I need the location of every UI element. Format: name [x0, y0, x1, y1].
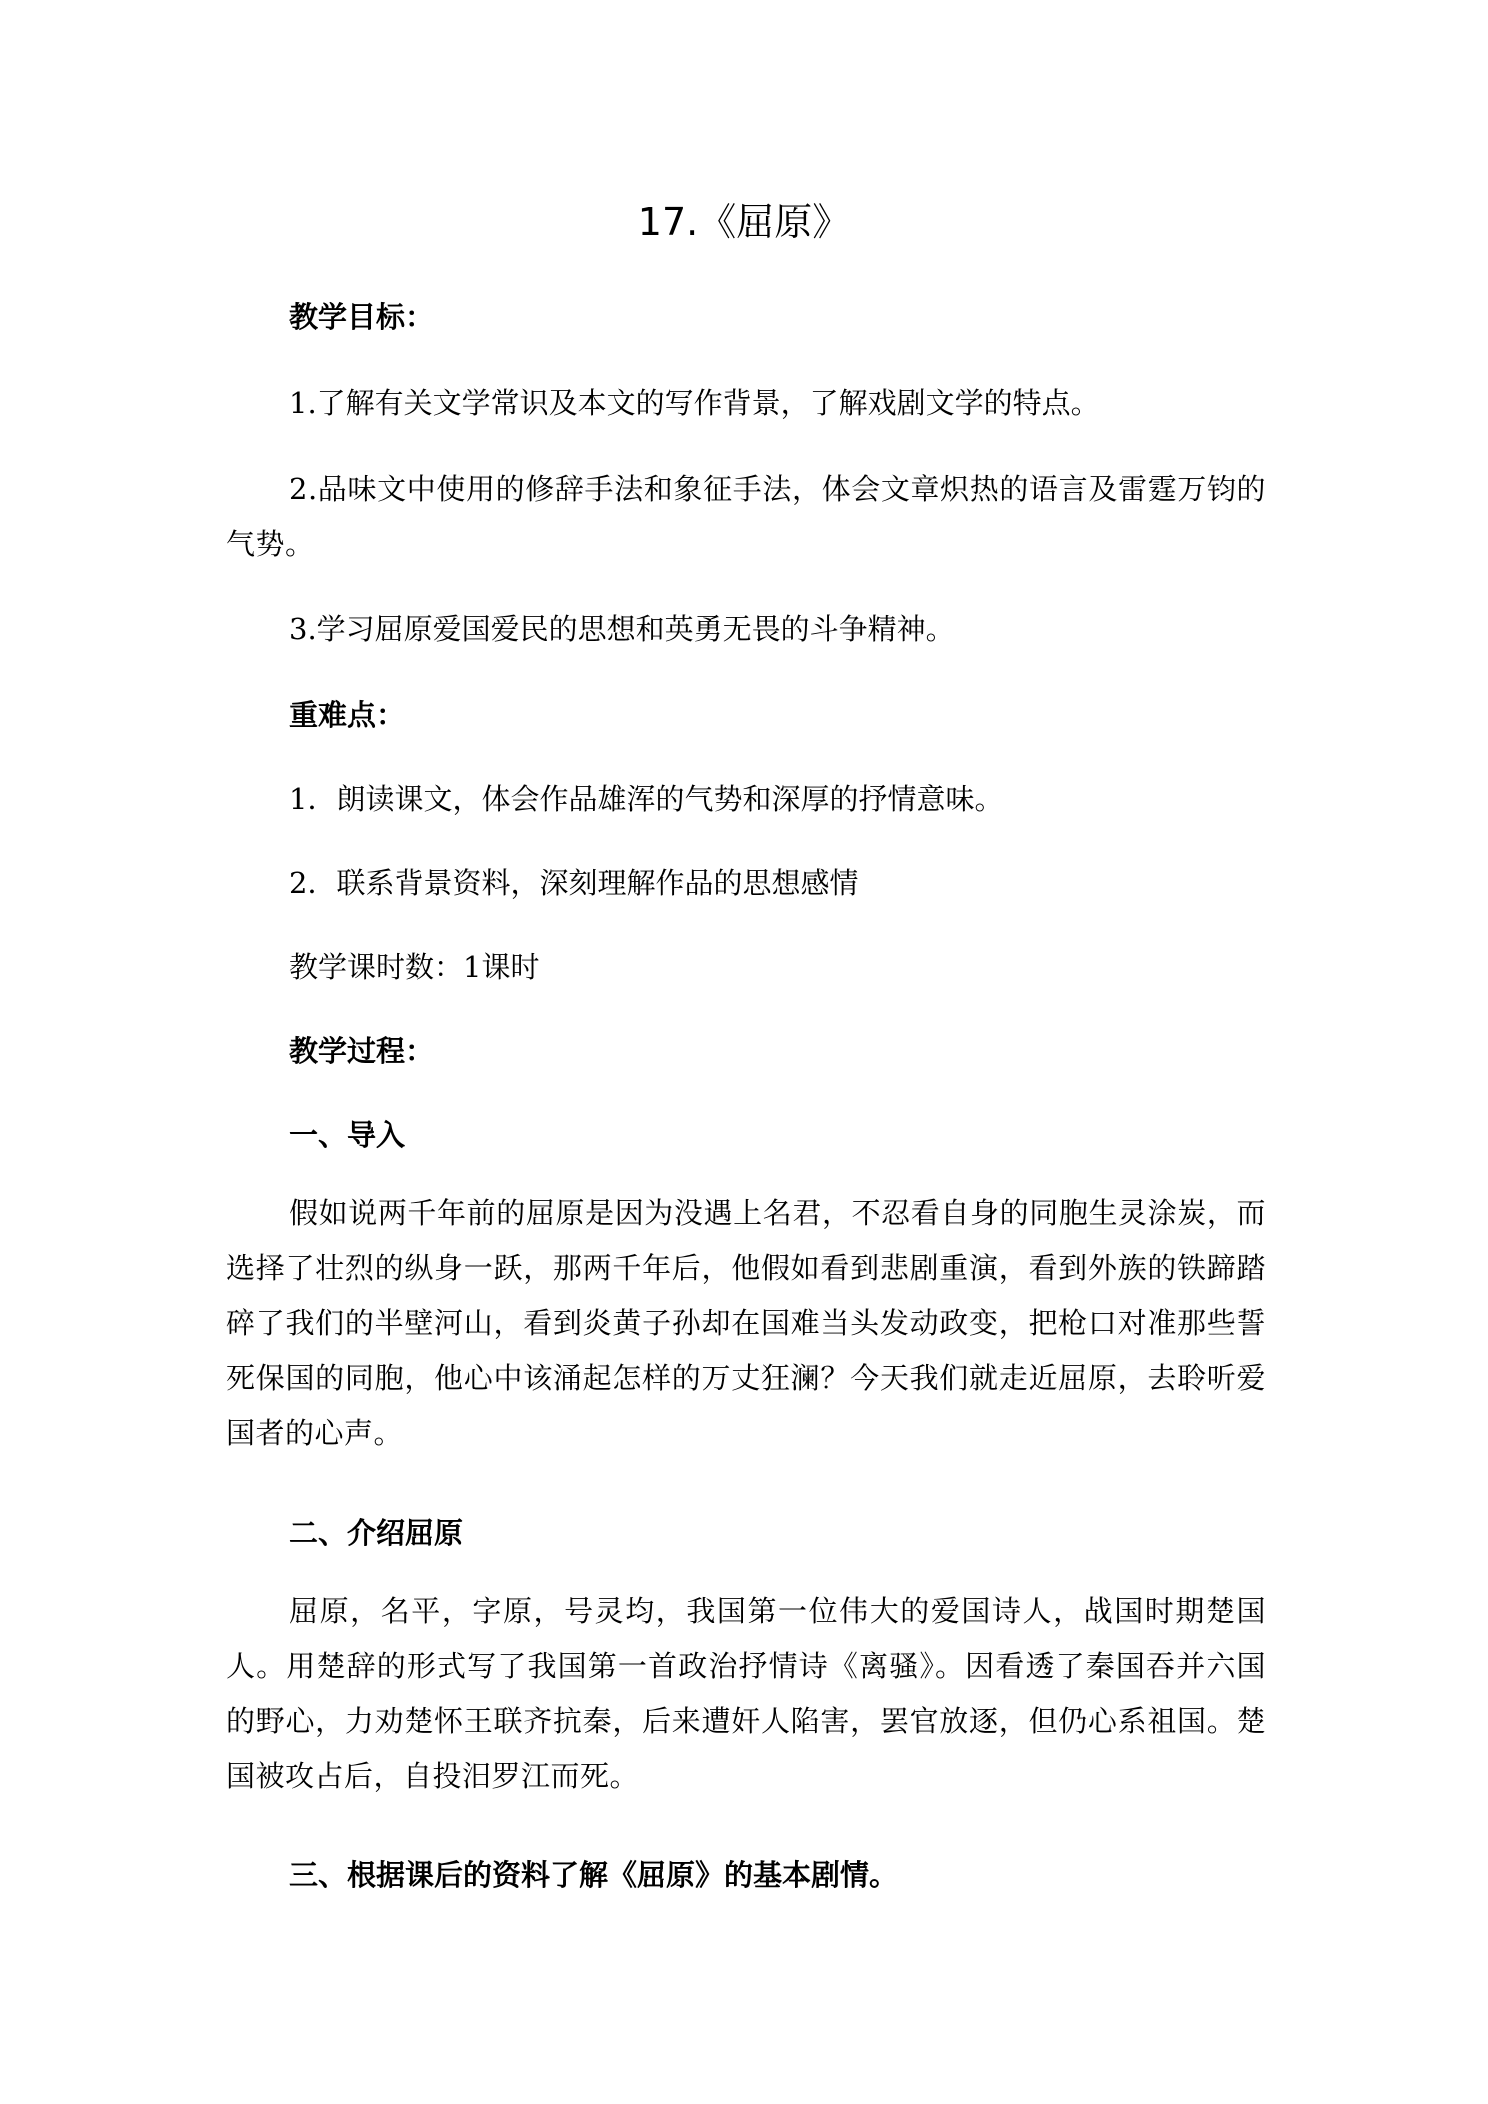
class-hours: 教学课时数：1课时 — [289, 950, 540, 984]
section-heading: 一、导入 — [289, 1118, 406, 1152]
process-heading: 教学过程： — [289, 1034, 435, 1068]
section-paragraph: 假如说两千年前的屈原是因为没遇上名君，不忍看自身的同胞生灵涂炭，而选择了壮烈的纵身一跃，那两千年后，他假如看到悲剧重演，看到外族的铁蹄踏碎了我们的半壁河山，看到炎黄子孙却在国难当头发动政变，把枪口对准那些誓死保国的同胞，他心中该涌起怎样的万丈狂澜？今天我们就走近屈原，去聆听爱国者的心声。 — [226, 1196, 1266, 1450]
objectives-heading: 教学目标： — [289, 300, 435, 334]
key-point-item: 1．朗读课文，体会作品雄浑的气势和深厚的抒情意味。 — [289, 782, 1004, 816]
objective-item: 1.了解有关文学常识及本文的写作背景，了解戏剧文学的特点。 — [289, 386, 1100, 420]
section-heading: 二、介绍屈原 — [289, 1516, 464, 1550]
objective-item: 3.学习屈原爱国爱民的思想和英勇无畏的斗争精神。 — [289, 612, 955, 646]
key-points-heading: 重难点： — [289, 698, 406, 732]
key-point-item: 2．联系背景资料，深刻理解作品的思想感情 — [289, 866, 859, 900]
section-heading: 三、根据课后的资料了解《屈原》的基本剧情。 — [289, 1858, 899, 1892]
page-title: 17.《屈原》 — [637, 200, 851, 244]
section-paragraph: 屈原，名平，字原，号灵均，我国第一位伟大的爱国诗人，战国时期楚国人。用楚辞的形式写了我国第一首政治抒情诗《离骚》。因看透了秦国吞并六国的野心，力劝楚怀王联齐抗秦，后来遭奸人陷害，罢官放逐，但仍心系祖国。楚国被攻占后，自投汨罗江而死。 — [226, 1594, 1266, 1793]
objective-item: 2.品味文中使用的修辞手法和象征手法，体会文章炽热的语言及雷霆万钧的气势。 — [226, 472, 1266, 561]
